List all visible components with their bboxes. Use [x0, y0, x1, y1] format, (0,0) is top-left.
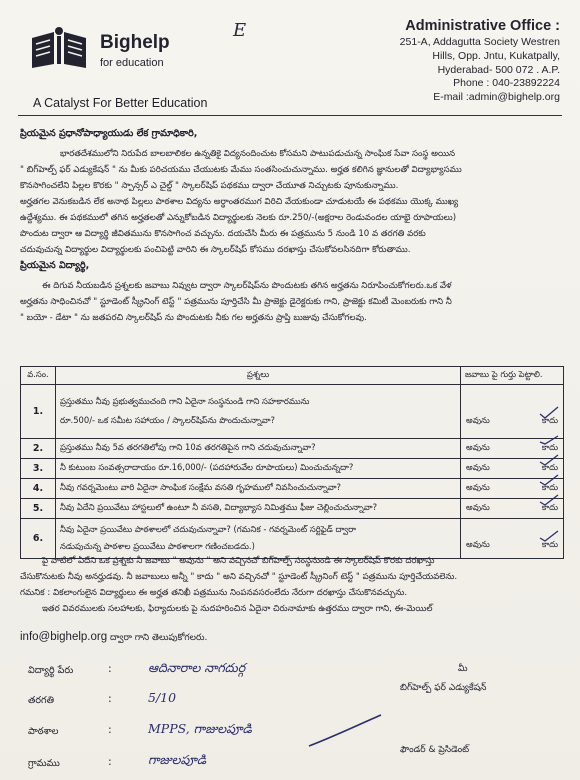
- question-number: 4.: [21, 479, 56, 499]
- paragraph-line: అర్హతగల వెనుకబడిన లేక అనాథ పిల్లలు పాఠశాల విద్యను అర్ధాంతరముగ విరిచి వేయకుండా చూడుటయే ఈ పథకము యొక్క ముఖ్య: [20, 197, 459, 207]
- eligibility-table: [20, 366, 564, 559]
- answer-yes[interactable]: అవును: [466, 502, 490, 512]
- question-number: 1.: [21, 385, 56, 439]
- class-value[interactable]: 5/10: [148, 690, 177, 705]
- contact-line: [20, 631, 207, 645]
- answer-yes[interactable]: అవును: [466, 482, 490, 492]
- column-header-number: వ.సం.: [21, 367, 56, 385]
- student-paragraph: [20, 278, 558, 326]
- tagline: A Catalyst For Better Education: [33, 96, 208, 110]
- bighelp-logo: [28, 26, 90, 70]
- colon: :: [108, 662, 112, 675]
- office-title: Administrative Office :: [405, 18, 560, 34]
- paragraph-line: కొనసాగించలేని పిల్లల కొరకు " స్పాన్సర్ ఎ చైల్డ్ " స్కాలర్‌షిప్ పథకము ద్వారా చేయూత నిచ్చుటకు పూనుకున్నాము.: [20, 181, 399, 191]
- question-text: [56, 459, 461, 479]
- table-header-row: [21, 367, 564, 385]
- paragraph-line: చేసుకొనుటకు నీవు అనర్హుడవు. నీ జవాబులు అన్నీ " కాదు " అని వచ్చినచో " స్టూడెంట్ స్క్రీనింగ్ టెస్ట్ " పత్రమును పూర్తిచేయవలెను.: [20, 572, 458, 582]
- brand-subtitle: for education: [100, 57, 164, 69]
- answer-yes[interactable]: అవును: [466, 462, 490, 472]
- contact-suffix: ద్వారా గాని తెలుపుకోగలరు.: [110, 633, 208, 643]
- paragraph-line: " బయో - డేటా " ను జతపరచి స్కాలర్‌షిప్ ను పొందుటకు నీకు గల అర్హతను ప్రాప్తి బుజువు చేసుకోగలవు.: [20, 313, 367, 323]
- header-divider: [18, 115, 562, 116]
- question-line: నీవు గవర్నమెంటు వారి ఏదైనా సాంఘిక సంక్షేమ వసతి గృహములో నివసించుచున్నావా?: [60, 482, 342, 492]
- question-line: నీవు ఏదేని ప్రయివేటు హాస్టలులో ఉంటూ నీ వసతి, విద్యాభ్యాస నిమిత్తము ఫీజు చెల్లించుచున్నావా?: [60, 502, 378, 512]
- question-number: 5.: [21, 499, 56, 519]
- answer-cell: [461, 385, 564, 439]
- salutation-student: ప్రియమైన విద్యార్థి,: [20, 260, 90, 271]
- checkmark-icon: [538, 433, 560, 447]
- school-value[interactable]: MPPS, గాజులపూడి: [148, 721, 252, 736]
- question-text: [56, 499, 461, 519]
- answer-no[interactable]: కాదు: [542, 482, 558, 495]
- paragraph-line: ఈ దిగువ నీయబడిన ప్రశ్నలకు జవాబు నివ్వుట ద్వారా స్కాలర్‌షిప్‌ను పొందుటకు తగిన అర్హతను నిరూపించుకోగలరు.ఒక వేళ: [42, 281, 452, 291]
- office-address: [400, 18, 560, 105]
- paragraph-line: అర్హతను సాధించినచో " స్టూడెంట్ స్క్రీనింగ్ టెస్ట్ " పత్రమును పూర్తిచేసి మీ ప్రాజెక్టు డైరెక్టరుకు గాని, ప్రాజెక్టు కమిటీ మెంబరుకు గాని నీ: [20, 297, 452, 307]
- handwritten-mark: E: [233, 20, 247, 41]
- question-line: రూ.500/- ఒక సమీట సహాయం / స్కాలర్‌షిప్‌ను పొందుచున్నావా?: [60, 414, 275, 425]
- paragraph-line: ఇతర వివరములకు సలహాలకు, ఫిర్యాదులకు పై నుదహరించిన ఏదైనా చిరునామాకు ఉత్తరము ద్వారా గాని, ఈ-మెయిల్: [42, 604, 433, 614]
- question-line: నడుపుచున్న పాఠశాల ప్రయివేటు పాఠశాలగా గణించబడదు.): [60, 540, 255, 551]
- paragraph-line: పై వాటిలో ఏదేని ఒక ప్రశ్నకు నీ జవాబు " అవును " అని వచ్చినచో బిగ్‌హెల్ప్ సంస్థనుండి ఈ స్కాలర్‌షిప్ కొరకు దరఖాస్తు: [42, 556, 435, 566]
- office-line: 251-A, Addagutta Society Westren: [399, 36, 560, 48]
- paragraph-line: " బిగ్‌హెల్ప్ ఫర్ ఎడ్యుకేషన్ " ను మీకు పరిచయము చేయుటకు మేము సంతసించుచున్నాము. అర్హత కలిగిన జ్ఞానులతో విద్యాభ్యాసము: [20, 165, 462, 175]
- class-label: తరగతి: [28, 695, 54, 706]
- answer-no[interactable]: కాదు: [542, 462, 558, 475]
- answer-yes[interactable]: అవును: [466, 539, 490, 549]
- colon: :: [108, 692, 112, 705]
- paragraph-line: భారతదేశములోని నిరుపేద బాలబాలికల ఉన్నతికై విద్యనందించుట కోసమని పాటుపడుచున్న సాంఘిక సేవా సంస్థ అయిన: [60, 149, 456, 159]
- question-line: నీ కుటుంబ సంవత్సరాదాయం రూ.16,000/- (పదహారువేల రూపాయలు) మించుచున్నదా?: [60, 462, 354, 472]
- colon: :: [108, 723, 112, 736]
- question-number: 2.: [21, 439, 56, 459]
- checkmark-icon: [538, 406, 560, 420]
- pen-stroke-mark: [305, 712, 385, 752]
- question-line: ప్రస్తుతము నీవు 5వ తరగతిలోపు గాని 10వ తరగతిపైన గాని చదువుచున్నావా?: [60, 442, 316, 452]
- answer-no[interactable]: కాదు: [542, 415, 558, 428]
- intro-paragraph: [20, 146, 558, 258]
- answer-cell: [461, 499, 564, 519]
- paragraph-line: గమనిక : వికలాంగులైన విద్యార్థులు ఈ అర్హత తనిఖీ పత్రమును నింపనవసరంలేదు నేరుగా దరఖాస్తు చేసుకొనవచ్చును.: [20, 588, 408, 598]
- paragraph-line: ఉద్దేశ్యము. ఈ పథకములో తగిన అర్హతలతో ఎన్నుకోబడిన విద్యార్థులకు నెలకు రూ.250/-(అక్షరాల రెండువందల యాభై రూపాయలు): [20, 213, 457, 223]
- question-text: [56, 385, 461, 439]
- table-row: [21, 385, 564, 439]
- paragraph-line: చదువుచున్న విద్యార్థుల విద్యార్థులకు పంచిపెట్టి వారిని ఈ స్కాలర్‌షిప్ కోసము దరఖాస్తు చేసుకోవలసినదిగా కోరుతాము.: [20, 245, 411, 255]
- student-name-value[interactable]: ఆదినారాల నాగదుర్గ: [148, 660, 246, 675]
- answer-no[interactable]: కాదు: [542, 539, 558, 552]
- office-line: Hyderabad- 500 072 . A.P.: [437, 63, 560, 76]
- answer-yes[interactable]: అవును: [466, 415, 490, 425]
- student-name-label: విద్యార్థి పేరు: [28, 665, 74, 676]
- answer-no[interactable]: కాదు: [542, 442, 558, 455]
- column-header-question: ప్రశ్నలు: [56, 367, 461, 385]
- village-label: గ్రామము: [28, 758, 60, 769]
- question-text: [56, 439, 461, 459]
- table-row: [21, 439, 564, 459]
- signature-title: ఫౌండర్ & ప్రెసిడెంట్: [400, 745, 470, 755]
- brand-name: Bighelp: [100, 32, 170, 53]
- village-value[interactable]: గాజులపూడి: [148, 752, 207, 767]
- checkmark-icon: [538, 530, 560, 544]
- answer-no[interactable]: కాదు: [542, 502, 558, 515]
- question-line: ప్రస్తుతము నీవు ప్రభుత్వముచంది గాని ఏదైనా సంస్థనుండి గాని సహకారమును: [60, 395, 310, 406]
- signature-salutation: మీ: [458, 664, 468, 674]
- answer-yes[interactable]: అవును: [466, 442, 490, 452]
- question-line: నీవు ఏదైనా ప్రయివేటు పాఠశాలలో చదువుచున్నావా? (గమనిక - గవర్నమెంట్ సర్టిఫైడ్ ద్వారా: [60, 523, 356, 534]
- table-row: [21, 499, 564, 519]
- table-row: [21, 459, 564, 479]
- contact-email-link[interactable]: info@bighelp.org: [20, 631, 108, 643]
- school-label: పాఠశాల: [28, 726, 59, 737]
- office-email: E-mail :admin@bighelp.org: [433, 91, 560, 104]
- column-header-answer: జవాబు పై గుర్తు పెట్టాలి.: [461, 367, 564, 385]
- signature-organization: బిగ్‌హెల్ప్ ఫర్ ఎడ్యుకేషన్: [400, 683, 487, 693]
- checkmark-icon: [538, 493, 560, 507]
- paragraph-line: పొందుట ద్వారా ఆ విద్యార్థి జీవితమును కొనసాగించ వచ్చును. దయచేసి మీరు ఈ పత్రమును 5 నుండి 10 వ తరగతి వరకు: [20, 229, 426, 239]
- instructions-paragraph: [20, 553, 558, 617]
- salutation-headmaster: ప్రియమైన ప్రధానోపాధ్యాయుడు లేక గ్రామాధికారి,: [20, 128, 198, 139]
- question-number: 3.: [21, 459, 56, 479]
- office-line: Hills, Opp. Jntu, Kukatpally,: [432, 49, 560, 62]
- question-text: [56, 479, 461, 499]
- office-phone: Phone : 040-23892224: [453, 77, 560, 90]
- colon: :: [108, 755, 112, 768]
- checkmark-icon: [538, 473, 560, 487]
- question-number: 6.: [21, 519, 56, 559]
- table-row: [21, 479, 564, 499]
- checkmark-icon: [538, 453, 560, 467]
